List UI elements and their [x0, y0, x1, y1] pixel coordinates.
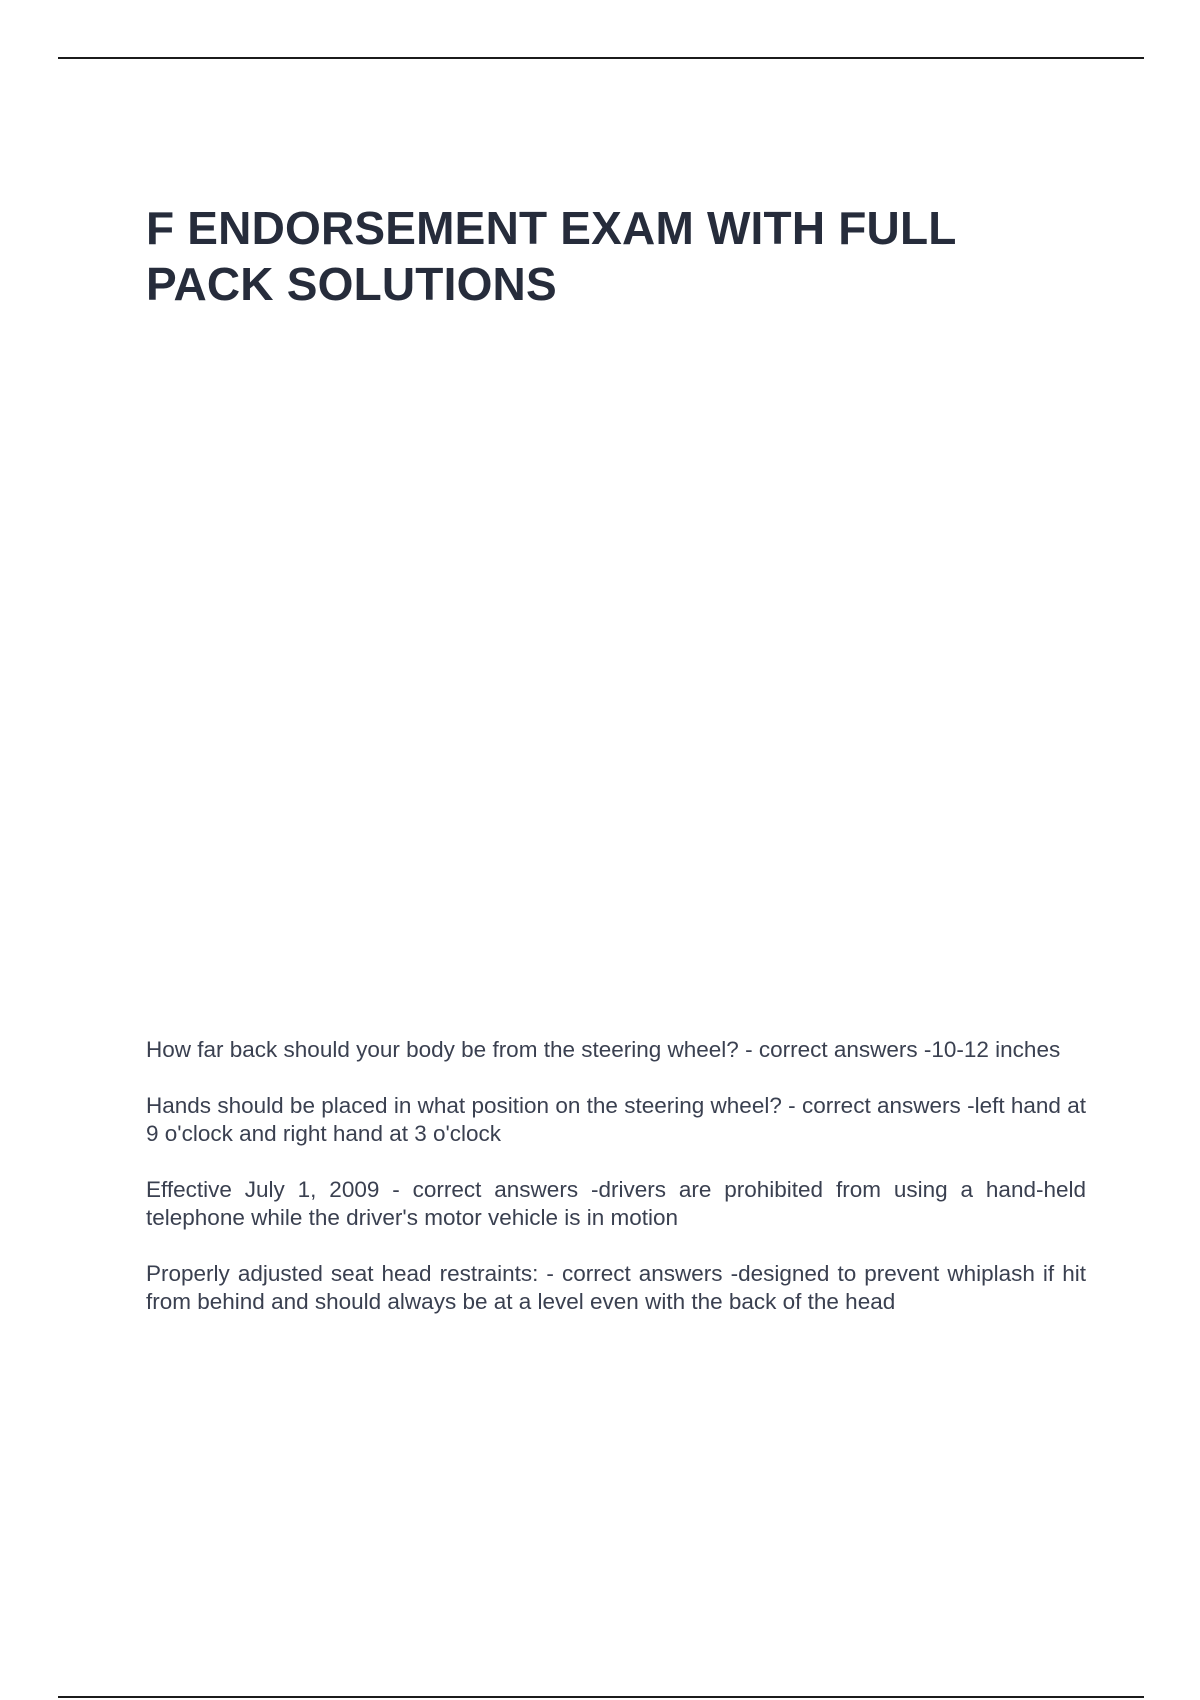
question-text: Effective July 1, 2009 — [146, 1177, 380, 1202]
answer-text: 10-12 inches — [931, 1037, 1061, 1062]
qa-item — [146, 1092, 1086, 1148]
top-divider — [58, 57, 1144, 59]
qa-item — [146, 1036, 1086, 1064]
bottom-divider — [58, 1696, 1144, 1698]
answer-text: left hand at 9 o'clock and right hand at 3 o'clock — [146, 1093, 1086, 1146]
question-text: Hands should be placed in what position on the steering wheel? — [146, 1093, 782, 1118]
answer-text: drivers are prohibited from using a hand-held telephone while the driver's motor vehicle is in motion — [146, 1177, 1087, 1230]
question-text: How far back should your body be from the steering wheel? — [146, 1037, 739, 1062]
answer-separator: - correct answers - — [781, 1093, 975, 1118]
answer-separator: - correct answers - — [538, 1261, 739, 1286]
qa-item — [146, 1176, 1086, 1232]
answer-separator: - correct answers - — [379, 1177, 599, 1202]
page-title: F ENDORSEMENT EXAM WITH FULL PACK SOLUTIONS — [146, 202, 956, 310]
answer-text: designed to prevent whiplash if hit from behind and should always be at a level even with the back of the head — [146, 1261, 1086, 1314]
qa-list — [146, 1036, 1086, 1344]
question-text: Properly adjusted seat head restraints: — [146, 1261, 539, 1286]
qa-item — [146, 1260, 1086, 1316]
answer-separator: - correct answers - — [738, 1037, 932, 1062]
